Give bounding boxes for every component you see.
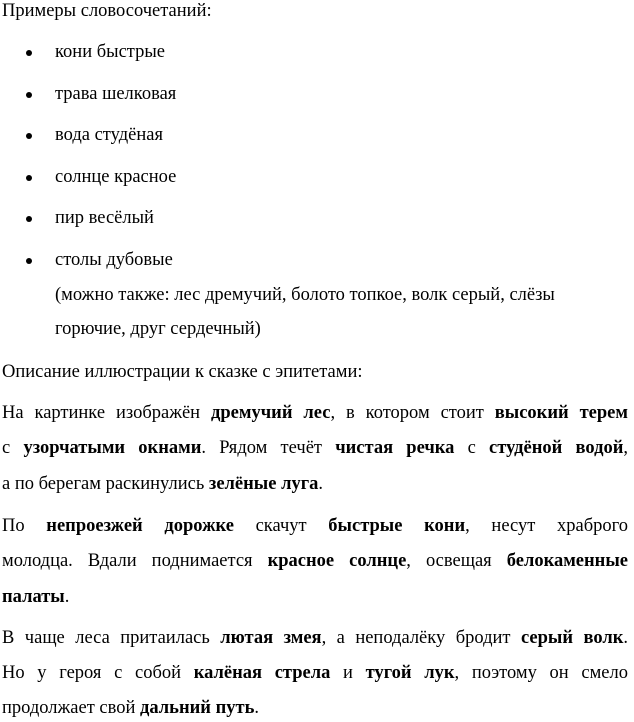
paragraph-2-line-1: По непроезжей дорожке скачут быстрые кони, несут храброго [2,516,628,536]
paragraph-1-line-1: На картинке изображён дремучий лес, в котором стоит высокий терем [2,403,628,423]
list-item: трава шелковая [55,84,177,104]
examples-heading: Примеры словосочетаний: [2,1,212,21]
list-item: столы дубовые [55,250,173,270]
description-heading: Описание иллюстрации к сказке с эпитетами: [2,362,363,382]
list-item: кони быстрые [55,42,165,62]
paragraph-2-line-3: палаты. [2,587,70,607]
bullet-icon [26,50,32,56]
paragraph-3-line-2: Но у героя с собой калёная стрела и тугой лук, поэтому он смело [2,663,628,683]
bullet-icon [26,92,32,98]
list-item: вода студёная [55,125,163,145]
paragraph-3-line-3: продолжает свой дальний путь. [2,698,259,718]
examples-note-line-2: горючие, друг сердечный) [55,319,261,339]
paragraph-2-line-2: молодца. Вдали поднимается красное солнце, освещая белокаменные [2,551,628,571]
paragraph-1-line-2: с узорчатыми окнами. Рядом течёт чистая речка с студёной водой, [2,438,629,458]
bullet-icon [26,258,32,264]
paragraph-1-line-3: а по берегам раскинулись зелёные луга. [2,474,323,494]
bullet-icon [26,133,32,139]
bullet-icon [26,216,32,222]
paragraph-3-line-1: В чаще леса притаилась лютая змея, а неподалёку бродит серый волк. [2,628,628,648]
list-item: пир весёлый [55,208,154,228]
examples-note-line-1: (можно также: лес дремучий, болото топкое, волк серый, слёзы [55,285,555,305]
bullet-icon [26,175,32,181]
list-item: солнце красное [55,167,177,187]
